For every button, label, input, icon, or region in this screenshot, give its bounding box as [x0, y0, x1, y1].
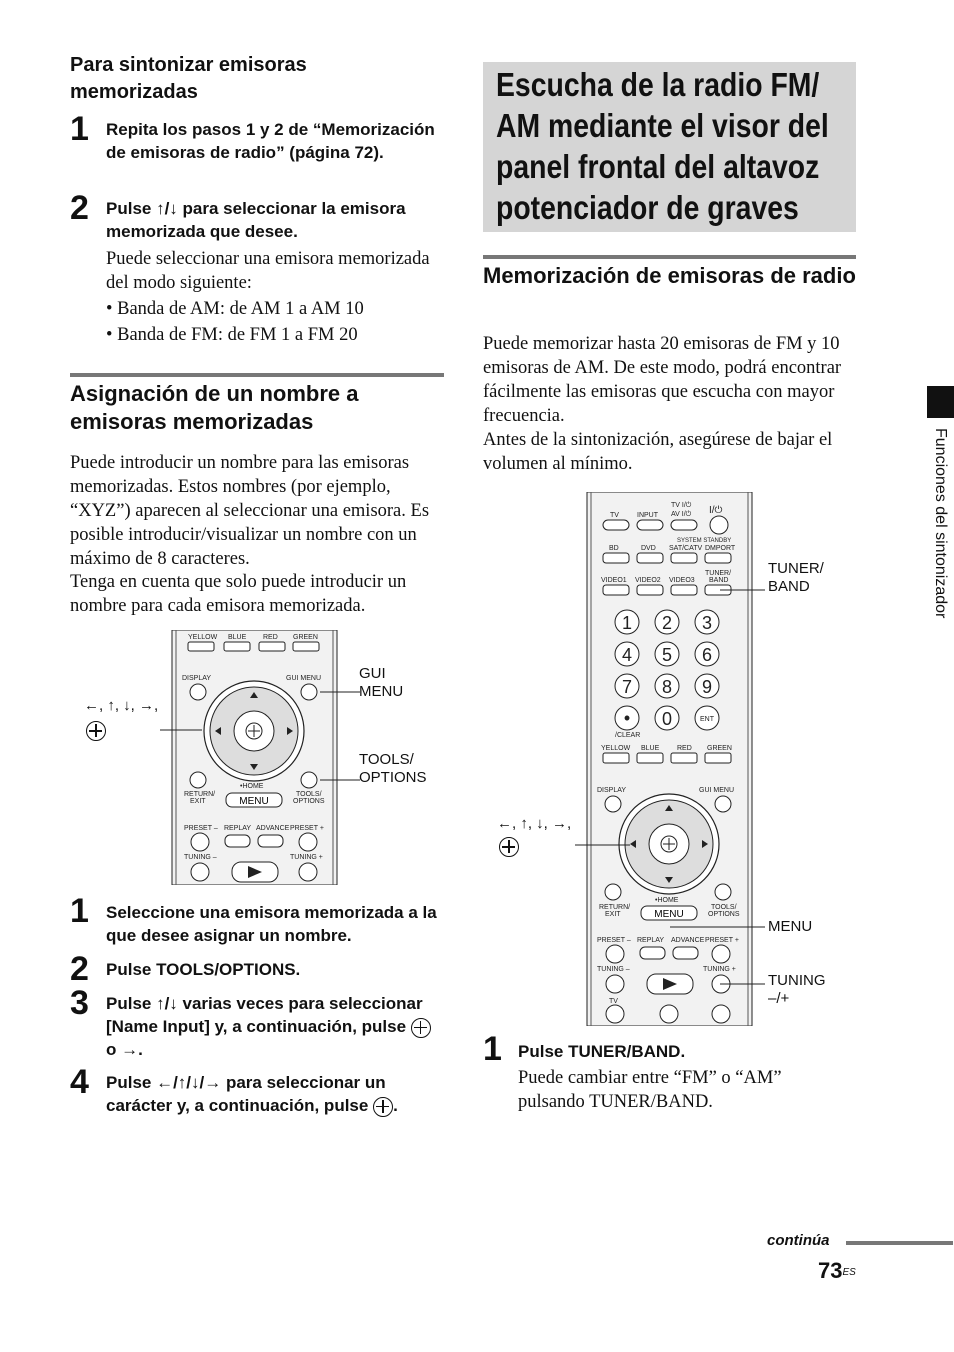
side-tab-label: Funciones del sintonizador	[932, 428, 949, 619]
step-number: 3	[70, 984, 89, 1022]
svg-text:4: 4	[621, 645, 633, 665]
svg-text:TUNING +: TUNING +	[290, 854, 323, 861]
svg-text:2: 2	[661, 613, 673, 633]
menu-label: MENU	[239, 796, 269, 807]
svg-text:DMPORT: DMPORT	[705, 545, 736, 552]
svg-text:YELLOW: YELLOW	[601, 745, 631, 752]
enter-icon	[86, 721, 106, 741]
svg-text:DISPLAY: DISPLAY	[597, 787, 627, 794]
svg-text:GUI MENU: GUI MENU	[699, 787, 734, 794]
gui-menu-callout: GUI MENU	[359, 665, 404, 700]
step-text: Pulse ↑/↓ para seleccionar la emisora memorizada que desee.	[106, 199, 406, 241]
svg-text:OPTIONS: OPTIONS	[708, 911, 740, 918]
arrows-callout: ←, ↑, ↓, →,	[497, 815, 572, 832]
svg-text:1: 1	[621, 613, 633, 633]
enter-icon	[373, 1097, 393, 1117]
svg-text:TUNING –: TUNING –	[184, 854, 217, 861]
side-tab	[928, 428, 952, 698]
svg-text:PRESET +: PRESET +	[290, 825, 324, 832]
gui-menu-label: GUI MENU	[286, 675, 321, 682]
svg-text:INPUT: INPUT	[637, 512, 658, 519]
step-text: Pulse ←/↑/↓/→ para seleccionar un carácter y, a continuación, pulse .	[106, 1073, 398, 1115]
svg-text:ADVANCE: ADVANCE	[256, 825, 290, 832]
svg-text:TUNING +: TUNING +	[703, 966, 736, 973]
preset-bullet: • Banda de FM: de FM 1 a FM 20	[106, 325, 358, 345]
return-label: RETURN/	[184, 791, 216, 798]
name-body-2: Tenga en cuenta que solo puede introducir un nombre para cada emisora memorizada.	[70, 572, 407, 616]
green-label: GREEN	[293, 634, 318, 641]
svg-text:MENU: MENU	[654, 909, 684, 920]
svg-text:5: 5	[661, 645, 673, 665]
svg-text:SAT/CATV: SAT/CATV	[669, 545, 703, 552]
page-number: $73^{ES}$	[818, 1258, 856, 1283]
memo-body-2: Antes de la sintonización, asegúrese de bajar el volumen al mínimo.	[483, 430, 833, 474]
svg-text:7: 7	[621, 677, 633, 697]
svg-text:GREEN: GREEN	[707, 745, 732, 752]
step-text: Pulse TUNER/BAND.	[518, 1042, 686, 1061]
continua-bar	[846, 1241, 953, 1245]
svg-text:TV I/⏻: TV I/⏻	[671, 502, 692, 509]
svg-text:0: 0	[661, 709, 673, 729]
step-number: 4	[70, 1063, 89, 1101]
svg-text:REPLAY: REPLAY	[637, 937, 665, 944]
step-number: 2	[70, 950, 89, 988]
name-heading: Asignación de un nombre a emisoras memorizadas	[70, 381, 359, 434]
svg-text:SYSTEM STANDBY: SYSTEM STANDBY	[677, 538, 732, 544]
svg-text:PRESET –: PRESET –	[597, 937, 631, 944]
continua-label: continúa	[767, 1232, 830, 1249]
svg-text:RED: RED	[677, 745, 692, 752]
display-label: DISPLAY	[182, 675, 212, 682]
step-text: Repita los pasos 1 y 2 de “Memorización de emisoras de radio” (página 72).	[106, 120, 435, 162]
svg-text:EXIT: EXIT	[190, 798, 206, 805]
lang-code: ES	[842, 1267, 856, 1278]
svg-text:BD: BD	[609, 545, 619, 552]
blue-label: BLUE	[228, 634, 247, 641]
svg-text:TV: TV	[609, 998, 618, 1005]
preset-heading: Para sintonizar emisoras memorizadas	[70, 54, 307, 103]
step-text: Pulse ↑/↓ varias veces para seleccionar [Name Input] y, a continuación, pulse o →.	[106, 992, 444, 1061]
svg-text:TUNING –: TUNING –	[597, 966, 630, 973]
svg-text:TOOLS/: TOOLS/	[711, 904, 737, 911]
svg-text:PRESET +: PRESET +	[705, 937, 739, 944]
svg-text:/CLEAR: /CLEAR	[615, 732, 641, 739]
preset-bullet: • Banda de AM: de AM 1 a AM 10	[106, 299, 364, 319]
svg-text:BAND: BAND	[709, 577, 729, 584]
arrows-callout: ←, ↑, ↓, →,	[84, 697, 159, 714]
menu-callout: MENU	[768, 918, 813, 935]
svg-text:TV: TV	[610, 512, 619, 519]
tools-options-callout: TOOLS/ OPTIONS	[359, 751, 427, 786]
tuner-band-callout: TUNER/ BAND	[768, 560, 824, 595]
enter-icon	[411, 1018, 431, 1038]
preset-body: Puede seleccionar una emisora memorizada del modo siguiente:	[106, 249, 430, 293]
svg-text:ENT: ENT	[700, 716, 714, 723]
section-rule	[70, 373, 444, 377]
callout-lines	[570, 580, 770, 1000]
side-tab-marker	[927, 386, 954, 418]
step-number: 1	[70, 892, 89, 930]
step-number: 1	[483, 1030, 502, 1068]
svg-text:•: •	[623, 708, 631, 728]
memo-body: Puede memorizar hasta 20 emisoras de FM y 10 emisoras de AM. De este modo, podrá encontrar fácilmente las emisoras que escucha con mayor frecuencia.	[483, 334, 842, 426]
step-number: 2	[70, 189, 89, 227]
svg-text:EXIT: EXIT	[605, 911, 621, 918]
svg-text:AV I/⏻: AV I/⏻	[671, 511, 692, 518]
svg-text:BLUE: BLUE	[641, 745, 660, 752]
section-rule	[483, 255, 856, 259]
svg-text:VIDEO1: VIDEO1	[601, 577, 627, 584]
svg-text:6: 6	[701, 645, 713, 665]
memo-heading: Memorización de emisoras de radio	[483, 263, 856, 288]
step-text: Pulse TOOLS/OPTIONS.	[106, 960, 301, 979]
step-number: 1	[70, 110, 89, 148]
tuning-callout: TUNING –/+	[768, 972, 826, 1007]
svg-text:RETURN/: RETURN/	[599, 904, 631, 911]
enter-icon	[499, 837, 519, 857]
svg-text:ADVANCE: ADVANCE	[671, 937, 705, 944]
svg-text:TUNER/: TUNER/	[705, 570, 732, 577]
preset-minus-label: PRESET –	[184, 825, 218, 832]
svg-text:•HOME: •HOME	[655, 897, 679, 904]
step-body: Puede cambiar entre “FM” o “AM” pulsando TUNER/BAND.	[518, 1068, 782, 1112]
callout-lines	[110, 660, 360, 790]
svg-text:I/⏻: I/⏻	[709, 505, 723, 516]
tools-label: TOOLS/	[296, 791, 322, 798]
chapter-title: Escucha de la radio FM/ AM mediante el visor del panel frontal del altavoz potenciador de graves	[496, 66, 829, 226]
yellow-label: YELLOW	[188, 634, 218, 641]
svg-text:9: 9	[701, 677, 713, 697]
chapter-title-box	[483, 62, 856, 232]
svg-text:3: 3	[701, 613, 713, 633]
svg-text:8: 8	[661, 677, 673, 697]
svg-text:VIDEO3: VIDEO3	[669, 577, 695, 584]
name-body: Puede introducir un nombre para las emisoras memorizadas. Estos nombres (por ejemplo, “XYZ”) aparecen al seleccionar una emisora. Es posible introducir/visualizar un nombre con un máximo de 8 caracteres.	[70, 453, 430, 569]
red-label: RED	[263, 634, 278, 641]
home-label: •HOME	[240, 783, 264, 790]
svg-text:OPTIONS: OPTIONS	[293, 798, 325, 805]
svg-text:DVD: DVD	[641, 545, 656, 552]
step-text: Seleccione una emisora memorizada a la que desee asignar un nombre.	[106, 903, 437, 945]
svg-text:REPLAY: REPLAY	[224, 825, 252, 832]
svg-text:VIDEO2: VIDEO2	[635, 577, 661, 584]
